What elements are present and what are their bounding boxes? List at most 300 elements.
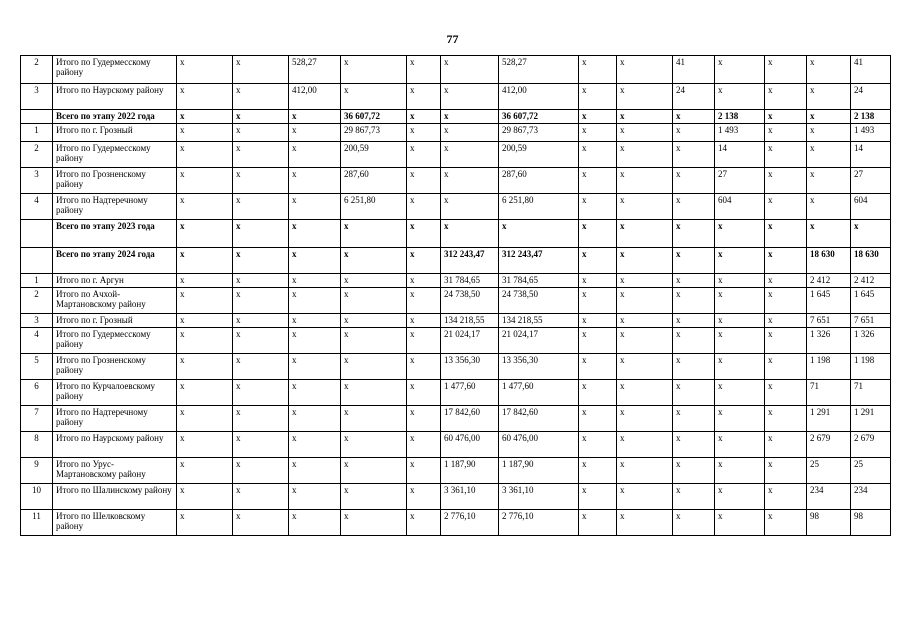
value-cell: х — [579, 510, 617, 536]
value-cell: х — [617, 220, 673, 248]
value-cell: х — [233, 124, 289, 142]
value-cell: 234 — [851, 484, 891, 510]
value-cell: х — [673, 458, 715, 484]
value-cell: х — [441, 56, 499, 84]
value-cell: х — [715, 510, 765, 536]
value-cell: х — [673, 510, 715, 536]
value-cell: х — [289, 110, 341, 124]
value-cell: 3 361,10 — [441, 484, 499, 510]
value-cell: х — [579, 458, 617, 484]
value-cell: 1 187,90 — [499, 458, 579, 484]
value-cell: х — [715, 248, 765, 274]
value-cell: х — [233, 56, 289, 84]
value-cell: х — [673, 288, 715, 314]
value-cell: х — [341, 354, 407, 380]
value-cell: 31 784,65 — [441, 274, 499, 288]
value-cell: х — [617, 56, 673, 84]
value-cell: х — [617, 328, 673, 354]
value-cell: 25 — [807, 458, 851, 484]
table-body — [21, 56, 891, 536]
value-cell: х — [177, 432, 233, 458]
value-cell: 36 607,72 — [341, 110, 407, 124]
value-cell: 287,60 — [341, 168, 407, 194]
program-stage-table — [20, 55, 891, 536]
value-cell: х — [441, 124, 499, 142]
row-number-cell — [21, 220, 53, 248]
value-cell: х — [407, 142, 441, 168]
value-cell: х — [289, 432, 341, 458]
value-cell: 25 — [851, 458, 891, 484]
value-cell: 2 412 — [807, 274, 851, 288]
row-name-cell: Итого по Надтеречному району — [53, 194, 177, 220]
value-cell: х — [617, 110, 673, 124]
value-cell: 1 477,60 — [499, 380, 579, 406]
row-number-cell: 7 — [21, 406, 53, 432]
value-cell: 13 356,30 — [499, 354, 579, 380]
value-cell: 1 477,60 — [441, 380, 499, 406]
value-cell: х — [673, 380, 715, 406]
value-cell: х — [617, 194, 673, 220]
value-cell: 2 679 — [807, 432, 851, 458]
value-cell: х — [579, 432, 617, 458]
value-cell: х — [407, 220, 441, 248]
value-cell: 1 326 — [851, 328, 891, 354]
row-name-cell: Итого по Наурскому району — [53, 432, 177, 458]
table-row — [21, 168, 891, 194]
value-cell: 71 — [807, 380, 851, 406]
value-cell: х — [715, 458, 765, 484]
value-cell: 1 326 — [807, 328, 851, 354]
value-cell: 41 — [851, 56, 891, 84]
value-cell: х — [765, 354, 807, 380]
value-cell: х — [617, 380, 673, 406]
row-number-cell: 4 — [21, 328, 53, 354]
value-cell: х — [177, 56, 233, 84]
value-cell: х — [765, 458, 807, 484]
row-name-cell: Итого по Наурскому району — [53, 84, 177, 110]
value-cell: х — [407, 510, 441, 536]
row-number-cell: 5 — [21, 354, 53, 380]
value-cell: х — [177, 194, 233, 220]
value-cell: х — [807, 124, 851, 142]
value-cell: х — [579, 110, 617, 124]
value-cell: х — [233, 458, 289, 484]
value-cell: 98 — [807, 510, 851, 536]
value-cell: х — [765, 484, 807, 510]
value-cell: х — [233, 406, 289, 432]
value-cell: х — [579, 142, 617, 168]
value-cell: х — [289, 354, 341, 380]
value-cell: х — [579, 288, 617, 314]
value-cell: х — [341, 314, 407, 328]
value-cell: х — [289, 124, 341, 142]
value-cell: х — [673, 142, 715, 168]
value-cell: х — [807, 220, 851, 248]
value-cell: 27 — [851, 168, 891, 194]
row-number-cell: 2 — [21, 56, 53, 84]
value-cell: х — [177, 274, 233, 288]
value-cell: х — [289, 380, 341, 406]
value-cell: х — [233, 380, 289, 406]
value-cell: 13 356,30 — [441, 354, 499, 380]
value-cell: х — [765, 220, 807, 248]
value-cell: 1 198 — [807, 354, 851, 380]
value-cell: х — [617, 510, 673, 536]
value-cell: х — [673, 354, 715, 380]
value-cell: х — [177, 220, 233, 248]
value-cell: 6 251,80 — [341, 194, 407, 220]
row-name-cell: Всего по этапу 2022 года — [53, 110, 177, 124]
value-cell: х — [407, 124, 441, 142]
value-cell: х — [341, 288, 407, 314]
value-cell: х — [441, 110, 499, 124]
value-cell: х — [341, 84, 407, 110]
value-cell: 29 867,73 — [341, 124, 407, 142]
value-cell: х — [673, 168, 715, 194]
value-cell: 287,60 — [499, 168, 579, 194]
value-cell: х — [673, 194, 715, 220]
value-cell: 1 198 — [851, 354, 891, 380]
value-cell: 7 651 — [807, 314, 851, 328]
value-cell: х — [715, 274, 765, 288]
value-cell: х — [807, 142, 851, 168]
value-cell: х — [617, 458, 673, 484]
value-cell: х — [579, 380, 617, 406]
row-number-cell: 3 — [21, 84, 53, 110]
page-number: 77 — [446, 32, 459, 46]
table-row — [21, 458, 891, 484]
row-number-cell: 3 — [21, 314, 53, 328]
value-cell: х — [233, 110, 289, 124]
row-number-cell: 2 — [21, 288, 53, 314]
value-cell: 1 645 — [807, 288, 851, 314]
value-cell: х — [341, 248, 407, 274]
row-name-cell: Итого по Курчалоевскому району — [53, 380, 177, 406]
value-cell: 412,00 — [289, 84, 341, 110]
value-cell: 24 — [851, 84, 891, 110]
value-cell: х — [765, 406, 807, 432]
value-cell: х — [673, 406, 715, 432]
value-cell: 14 — [715, 142, 765, 168]
value-cell: 1 291 — [807, 406, 851, 432]
value-cell: х — [407, 458, 441, 484]
table-row — [21, 248, 891, 274]
value-cell: х — [233, 220, 289, 248]
value-cell: х — [617, 406, 673, 432]
value-cell: 200,59 — [499, 142, 579, 168]
value-cell: 60 476,00 — [441, 432, 499, 458]
table-row — [21, 432, 891, 458]
value-cell: х — [407, 484, 441, 510]
value-cell: х — [289, 458, 341, 484]
value-cell: х — [617, 274, 673, 288]
value-cell: 27 — [715, 168, 765, 194]
value-cell: х — [765, 194, 807, 220]
value-cell: х — [715, 484, 765, 510]
value-cell: х — [177, 248, 233, 274]
value-cell: х — [579, 484, 617, 510]
value-cell: х — [617, 84, 673, 110]
value-cell: 60 476,00 — [499, 432, 579, 458]
value-cell: х — [579, 314, 617, 328]
value-cell: 24 738,50 — [499, 288, 579, 314]
row-name-cell: Итого по г. Грозный — [53, 124, 177, 142]
table-row — [21, 406, 891, 432]
value-cell: х — [177, 288, 233, 314]
table-row — [21, 314, 891, 328]
row-name-cell: Всего по этапу 2024 года — [53, 248, 177, 274]
value-cell: х — [441, 168, 499, 194]
value-cell: х — [851, 220, 891, 248]
value-cell: х — [617, 432, 673, 458]
value-cell: х — [765, 328, 807, 354]
table-row — [21, 56, 891, 84]
value-cell: 24 738,50 — [441, 288, 499, 314]
value-cell: х — [579, 248, 617, 274]
value-cell: х — [441, 84, 499, 110]
value-cell: 528,27 — [289, 56, 341, 84]
value-cell: 3 361,10 — [499, 484, 579, 510]
value-cell: 6 251,80 — [499, 194, 579, 220]
value-cell: х — [673, 220, 715, 248]
value-cell: х — [341, 56, 407, 84]
value-cell: 2 138 — [851, 110, 891, 124]
value-cell: х — [617, 142, 673, 168]
row-name-cell: Итого по Грозненскому району — [53, 168, 177, 194]
value-cell: х — [579, 84, 617, 110]
value-cell: х — [765, 288, 807, 314]
value-cell: х — [233, 288, 289, 314]
value-cell: 2 412 — [851, 274, 891, 288]
value-cell: х — [617, 248, 673, 274]
value-cell: х — [289, 288, 341, 314]
value-cell: х — [807, 168, 851, 194]
row-name-cell: Итого по Шелковскому району — [53, 510, 177, 536]
value-cell: х — [579, 354, 617, 380]
value-cell: х — [407, 406, 441, 432]
value-cell: х — [407, 328, 441, 354]
value-cell: х — [289, 314, 341, 328]
value-cell: х — [673, 248, 715, 274]
value-cell: х — [807, 110, 851, 124]
value-cell: х — [177, 84, 233, 110]
value-cell: х — [289, 220, 341, 248]
value-cell: 17 842,60 — [441, 406, 499, 432]
value-cell: х — [499, 220, 579, 248]
value-cell: х — [233, 84, 289, 110]
value-cell: х — [617, 288, 673, 314]
value-cell: х — [407, 432, 441, 458]
value-cell: х — [341, 328, 407, 354]
value-cell: 31 784,65 — [499, 274, 579, 288]
value-cell: х — [341, 406, 407, 432]
value-cell: х — [765, 248, 807, 274]
value-cell: х — [579, 328, 617, 354]
value-cell: х — [765, 314, 807, 328]
row-name-cell: Итого по г. Грозный — [53, 314, 177, 328]
value-cell: х — [407, 314, 441, 328]
row-name-cell: Итого по Гудермесскому району — [53, 328, 177, 354]
value-cell: х — [715, 328, 765, 354]
value-cell: х — [765, 124, 807, 142]
value-cell: 2 776,10 — [441, 510, 499, 536]
value-cell: х — [341, 458, 407, 484]
value-cell: 1 493 — [715, 124, 765, 142]
table-row — [21, 380, 891, 406]
value-cell: х — [673, 110, 715, 124]
table-row — [21, 354, 891, 380]
value-cell: х — [233, 142, 289, 168]
value-cell: х — [177, 328, 233, 354]
value-cell: 604 — [715, 194, 765, 220]
value-cell: х — [289, 406, 341, 432]
row-name-cell: Итого по г. Аргун — [53, 274, 177, 288]
value-cell: х — [617, 484, 673, 510]
row-number-cell — [21, 248, 53, 274]
value-cell: 604 — [851, 194, 891, 220]
value-cell: 1 187,90 — [441, 458, 499, 484]
value-cell: 71 — [851, 380, 891, 406]
value-cell: х — [673, 314, 715, 328]
value-cell: х — [579, 274, 617, 288]
value-cell: х — [341, 510, 407, 536]
value-cell: х — [341, 432, 407, 458]
table-row — [21, 274, 891, 288]
row-name-cell: Итого по Гудермесскому району — [53, 142, 177, 168]
value-cell: х — [617, 124, 673, 142]
value-cell: х — [579, 124, 617, 142]
row-number-cell: 1 — [21, 274, 53, 288]
value-cell: х — [341, 274, 407, 288]
value-cell: х — [673, 432, 715, 458]
row-name-cell: Итого по Ачхой-Мартановскому району — [53, 288, 177, 314]
value-cell: 29 867,73 — [499, 124, 579, 142]
value-cell: х — [233, 194, 289, 220]
value-cell: 2 679 — [851, 432, 891, 458]
value-cell: х — [441, 194, 499, 220]
value-cell: х — [407, 248, 441, 274]
row-number-cell: 1 — [21, 124, 53, 142]
value-cell: 17 842,60 — [499, 406, 579, 432]
table-row — [21, 220, 891, 248]
value-cell: 312 243,47 — [441, 248, 499, 274]
value-cell: х — [673, 274, 715, 288]
value-cell: х — [579, 56, 617, 84]
row-number-cell: 11 — [21, 510, 53, 536]
value-cell: х — [807, 84, 851, 110]
value-cell: х — [407, 84, 441, 110]
value-cell: х — [177, 314, 233, 328]
value-cell: х — [765, 380, 807, 406]
value-cell: х — [233, 328, 289, 354]
table-row — [21, 510, 891, 536]
value-cell: х — [407, 56, 441, 84]
value-cell: х — [177, 380, 233, 406]
value-cell: х — [407, 354, 441, 380]
value-cell: х — [233, 484, 289, 510]
value-cell: 21 024,17 — [441, 328, 499, 354]
value-cell: х — [177, 110, 233, 124]
value-cell: х — [407, 168, 441, 194]
row-name-cell: Итого по Урус-Мартановскому району — [53, 458, 177, 484]
value-cell: х — [289, 510, 341, 536]
value-cell: х — [177, 124, 233, 142]
value-cell: х — [715, 314, 765, 328]
value-cell: х — [407, 380, 441, 406]
value-cell: х — [715, 354, 765, 380]
value-cell: х — [233, 274, 289, 288]
value-cell: х — [715, 380, 765, 406]
value-cell: х — [407, 288, 441, 314]
value-cell: 2 776,10 — [499, 510, 579, 536]
value-cell: х — [407, 194, 441, 220]
value-cell: х — [715, 56, 765, 84]
value-cell: х — [289, 142, 341, 168]
row-name-cell: Итого по Гудермесскому району — [53, 56, 177, 84]
value-cell: х — [233, 168, 289, 194]
value-cell: х — [715, 432, 765, 458]
value-cell: х — [441, 142, 499, 168]
row-number-cell: 6 — [21, 380, 53, 406]
value-cell: х — [177, 406, 233, 432]
value-cell: х — [715, 220, 765, 248]
value-cell: х — [765, 168, 807, 194]
value-cell: 36 607,72 — [499, 110, 579, 124]
value-cell: х — [765, 142, 807, 168]
value-cell: х — [673, 124, 715, 142]
value-cell: х — [765, 56, 807, 84]
value-cell: 41 — [673, 56, 715, 84]
value-cell: х — [341, 484, 407, 510]
value-cell: х — [673, 484, 715, 510]
value-cell: х — [765, 84, 807, 110]
row-name-cell: Итого по Шалинскому району — [53, 484, 177, 510]
value-cell: х — [765, 274, 807, 288]
row-name-cell: Итого по Надтеречному району — [53, 406, 177, 432]
row-number-cell: 10 — [21, 484, 53, 510]
value-cell: х — [233, 510, 289, 536]
value-cell: 134 218,55 — [499, 314, 579, 328]
value-cell: х — [233, 432, 289, 458]
value-cell: 134 218,55 — [441, 314, 499, 328]
value-cell: 14 — [851, 142, 891, 168]
table-row — [21, 84, 891, 110]
value-cell: х — [715, 84, 765, 110]
value-cell: х — [807, 56, 851, 84]
table-row — [21, 288, 891, 314]
value-cell: 7 651 — [851, 314, 891, 328]
row-number-cell: 9 — [21, 458, 53, 484]
value-cell: х — [341, 380, 407, 406]
value-cell: х — [177, 458, 233, 484]
value-cell: х — [617, 354, 673, 380]
table-row — [21, 142, 891, 168]
table-row — [21, 124, 891, 142]
value-cell: х — [579, 220, 617, 248]
table-row — [21, 484, 891, 510]
value-cell: х — [579, 406, 617, 432]
value-cell: х — [441, 220, 499, 248]
value-cell: 412,00 — [499, 84, 579, 110]
value-cell: х — [765, 510, 807, 536]
table-row — [21, 194, 891, 220]
table-row — [21, 110, 891, 124]
value-cell: х — [341, 220, 407, 248]
row-number-cell: 2 — [21, 142, 53, 168]
value-cell: х — [233, 314, 289, 328]
value-cell: х — [177, 142, 233, 168]
value-cell: х — [177, 168, 233, 194]
